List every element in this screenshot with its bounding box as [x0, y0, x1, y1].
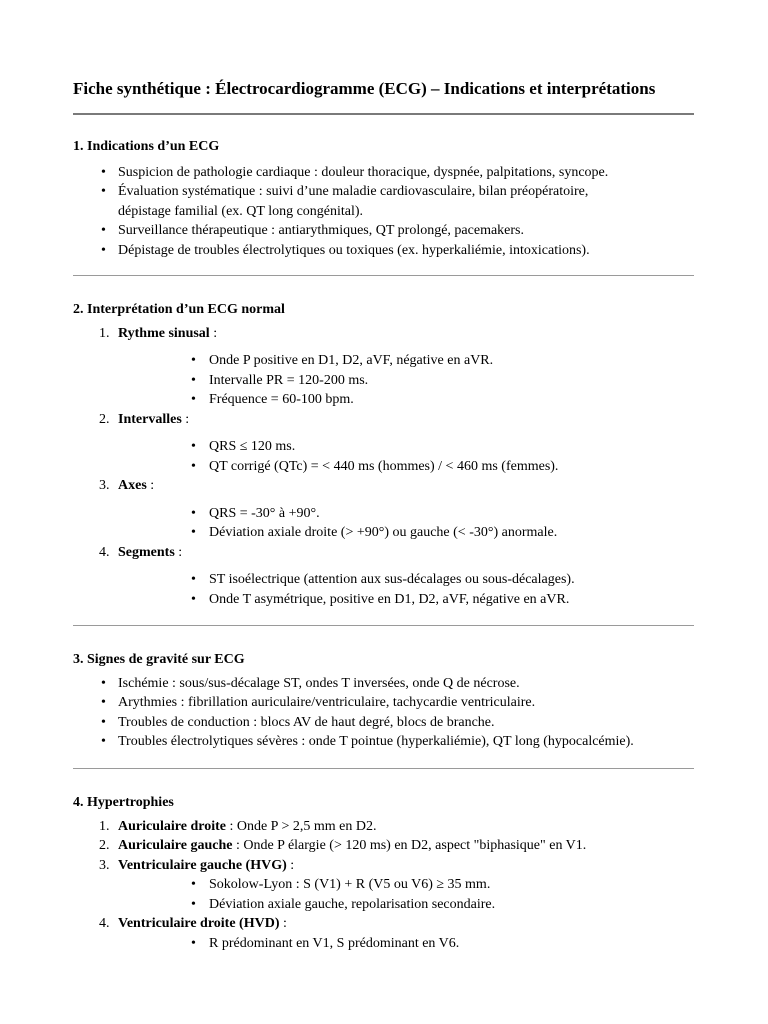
item-number: 1.: [99, 818, 110, 834]
sub-list: [118, 351, 695, 410]
sub-item: • Déviation axiale droite (> +90°) ou gauche (< -30°) anormale.: [118, 523, 695, 543]
list-item: • Ischémie : sous/sus-décalage ST, ondes T inversées, onde Q de nécrose.: [73, 674, 695, 694]
sub-item: • Sokolow-Lyon : S (V1) + R (V5 ou V6) ≥ 35 mm.: [118, 875, 695, 895]
section-ecg-normal: [73, 300, 695, 609]
item-label: Auriculaire gauche: [118, 838, 233, 853]
item-number: 4.: [99, 916, 110, 931]
list-item: • Troubles de conduction : blocs AV de haut degré, blocs de branche.: [73, 713, 695, 733]
item-label: Intervalles: [118, 411, 182, 427]
list-item: [73, 182, 695, 221]
list-item: • Arythmies : fibrillation auriculaire/ventriculaire, tachycardie ventriculaire.: [73, 693, 695, 713]
list-item-auriculaire-droite: [73, 817, 695, 837]
section-divider: [73, 275, 694, 276]
sub-list: [118, 437, 695, 476]
list-item-segments: [73, 543, 695, 610]
item-number: 1.: [99, 325, 110, 341]
list-item-text: Évaluation systématique : suivi d’une maladie cardiovasculaire, bilan préopératoire,: [118, 184, 589, 199]
bullet-list: [73, 674, 695, 752]
sub-item: • ST isoélectrique (attention aux sus-décalages ou sous-décalages).: [118, 570, 695, 590]
section-heading: 2. Interprétation d’un ECG normal: [73, 302, 285, 317]
item-label: Ventriculaire droite (HVD): [118, 916, 280, 931]
section-heading: 3. Signes de gravité sur ECG: [73, 652, 245, 667]
item-label: Auriculaire droite: [118, 818, 226, 834]
sub-item: • Déviation axiale gauche, repolarisation secondaire.: [118, 895, 695, 915]
numbered-list: [73, 817, 695, 954]
item-label: Rythme sinusal: [118, 325, 210, 341]
item-suffix: : Onde P élargie (> 120 ms) en D2, aspect "biphasique" en V1.: [232, 838, 587, 853]
page-title: Fiche synthétique : Électrocardiogramme (ECG) – Indications et interprétations: [73, 79, 656, 98]
section-gravite: [73, 650, 695, 752]
item-label: Ventriculaire gauche (HVG): [118, 857, 287, 873]
section-heading: 1. Indications d’un ECG: [73, 139, 220, 154]
section-indications: [73, 137, 695, 260]
item-suffix: :: [209, 325, 218, 341]
section-heading: 4. Hypertrophies: [73, 795, 174, 810]
list-item-hvg: [73, 856, 695, 915]
sub-item: • QT corrigé (QTc) = < 440 ms (hommes) / < 460 ms (femmes).: [118, 457, 695, 477]
item-suffix: :: [146, 478, 155, 493]
item-number: 4.: [99, 544, 110, 560]
sub-item: • Fréquence = 60-100 bpm.: [118, 390, 695, 410]
sub-item: • Onde P positive en D1, D2, aVF, négative en aVR.: [118, 351, 695, 371]
sub-list: [118, 504, 695, 543]
list-item-intervalles: [73, 410, 695, 477]
item-number: 2.: [99, 838, 110, 853]
list-item: • Suspicion de pathologie cardiaque : douleur thoracique, dyspnée, palpitations, syncope.: [73, 163, 695, 183]
sub-item: • QRS ≤ 120 ms.: [118, 437, 695, 457]
item-suffix: :: [174, 544, 183, 560]
item-label: Segments: [118, 544, 175, 560]
sub-item: • R prédominant en V1, S prédominant en V6.: [118, 934, 695, 954]
bullet-list: [73, 163, 695, 261]
item-number: 3.: [99, 478, 110, 493]
item-suffix: : Onde P > 2,5 mm en D2.: [225, 818, 377, 834]
item-suffix: :: [286, 857, 295, 873]
sub-item: • Intervalle PR = 120-200 ms.: [118, 371, 695, 391]
sub-list: [118, 875, 695, 914]
section-divider: [73, 625, 694, 626]
list-item-text-continued: dépistage familial (ex. QT long congénital).: [118, 203, 364, 219]
list-item-auriculaire-gauche: [73, 836, 695, 856]
item-label: Axes: [118, 478, 147, 493]
sub-list: [118, 570, 695, 609]
list-item-rythme: [73, 324, 695, 410]
list-item-axes: [73, 476, 695, 543]
list-item: • Dépistage de troubles électrolytiques ou toxiques (ex. hyperkaliémie, intoxications).: [73, 241, 695, 261]
item-number: 2.: [99, 411, 110, 427]
item-suffix: :: [181, 411, 190, 427]
section-divider: [73, 768, 694, 769]
sub-list: [118, 934, 695, 954]
numbered-list: [73, 324, 695, 610]
title-divider: [73, 113, 694, 115]
list-item-hvd: [73, 914, 695, 953]
sub-item: • QRS = -30° à +90°.: [118, 504, 695, 524]
sub-item: • Onde T asymétrique, positive en D1, D2, aVF, négative en aVR.: [118, 590, 695, 610]
item-number: 3.: [99, 857, 110, 873]
list-item: • Troubles électrolytiques sévères : onde T pointue (hyperkaliémie), QT long (hypocalcémie).: [73, 732, 695, 752]
list-item: • Surveillance thérapeutique : antiarythmiques, QT prolongé, pacemakers.: [73, 221, 695, 241]
section-hypertrophies: [73, 793, 695, 953]
item-suffix: :: [279, 916, 287, 931]
